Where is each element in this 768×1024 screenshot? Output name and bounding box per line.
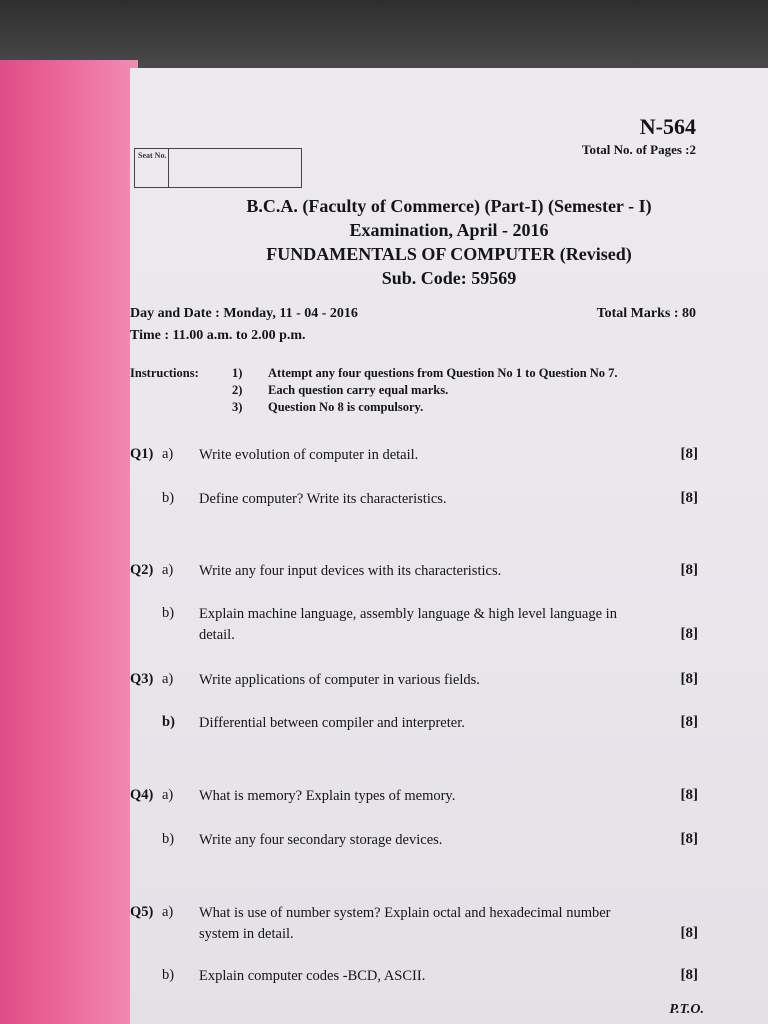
seat-label: Seat No.	[135, 149, 169, 187]
instruction-text: Question No 8 is compulsory.	[268, 400, 424, 414]
instruction-text: Each question carry equal marks.	[268, 383, 449, 397]
question-text: Write any four secondary storage devices.	[199, 832, 443, 848]
question-part: a)	[162, 904, 174, 920]
pto-footer: P.T.O.	[669, 1002, 704, 1017]
question-number: Q3)	[130, 671, 154, 687]
question-text: Differential between compiler and interpreter.	[199, 715, 465, 731]
question-part: b)	[162, 714, 175, 730]
day-date: Day and Date : Monday, 11 - 04 - 2016	[130, 306, 358, 321]
question-part: a)	[162, 787, 174, 803]
instruction-text: Attempt any four questions from Question No 1 to Question No 7.	[268, 366, 618, 380]
question-marks: [8]	[680, 967, 698, 983]
question-marks: [8]	[680, 626, 698, 642]
question-text: Define computer? Write its characteristics.	[199, 491, 447, 507]
question-text: Write any four input devices with its characteristics.	[199, 563, 502, 579]
question-text-cont: system in detail.	[199, 926, 294, 942]
total-marks: Total Marks : 80	[596, 306, 696, 321]
seat-number-box	[134, 148, 302, 188]
question-number: Q4)	[130, 787, 154, 803]
question-marks: [8]	[680, 831, 698, 847]
question-text: What is use of number system? Explain octal and hexadecimal number	[199, 905, 611, 921]
question-number: Q2)	[130, 562, 154, 578]
exam-title: Examination, April - 2016	[349, 220, 549, 240]
question-part: a)	[162, 446, 174, 462]
instruction-num: 2)	[232, 383, 243, 397]
question-marks: [8]	[680, 671, 698, 687]
question-part: a)	[162, 562, 174, 578]
question-marks: [8]	[680, 925, 698, 941]
question-text: Explain machine language, assembly language & high level language in	[199, 606, 617, 622]
instruction-num: 1)	[232, 366, 243, 380]
question-marks: [8]	[680, 787, 698, 803]
question-part: a)	[162, 671, 174, 687]
question-text-cont: detail.	[199, 627, 235, 643]
exam-time: Time : 11.00 a.m. to 2.00 p.m.	[130, 328, 306, 343]
paper-code: N-564	[639, 114, 696, 139]
question-marks: [8]	[680, 714, 698, 730]
instructions-label: Instructions:	[130, 366, 199, 380]
subject-title: FUNDAMENTALS OF COMPUTER (Revised)	[266, 244, 632, 264]
instruction-num: 3)	[232, 400, 243, 414]
question-part: b)	[162, 967, 175, 983]
question-part: b)	[162, 490, 175, 506]
course-title: B.C.A. (Faculty of Commerce) (Part-I) (Semester - I)	[246, 196, 652, 216]
question-part: b)	[162, 605, 175, 621]
question-number: Q5)	[130, 904, 154, 920]
question-marks: [8]	[680, 562, 698, 578]
question-marks: [8]	[680, 446, 698, 462]
total-pages: Total No. of Pages :2	[582, 142, 696, 157]
pink-folder	[0, 60, 138, 1024]
question-marks: [8]	[680, 490, 698, 506]
question-text: What is memory? Explain types of memory.	[199, 788, 456, 804]
sub-code: Sub. Code: 59569	[381, 268, 517, 288]
exam-paper	[130, 68, 768, 1024]
question-text: Write applications of computer in various fields.	[199, 672, 480, 688]
question-text: Explain computer codes -BCD, ASCII.	[199, 968, 426, 984]
question-text: Write evolution of computer in detail.	[199, 447, 419, 463]
question-number: Q1)	[130, 446, 154, 462]
question-part: b)	[162, 831, 175, 847]
